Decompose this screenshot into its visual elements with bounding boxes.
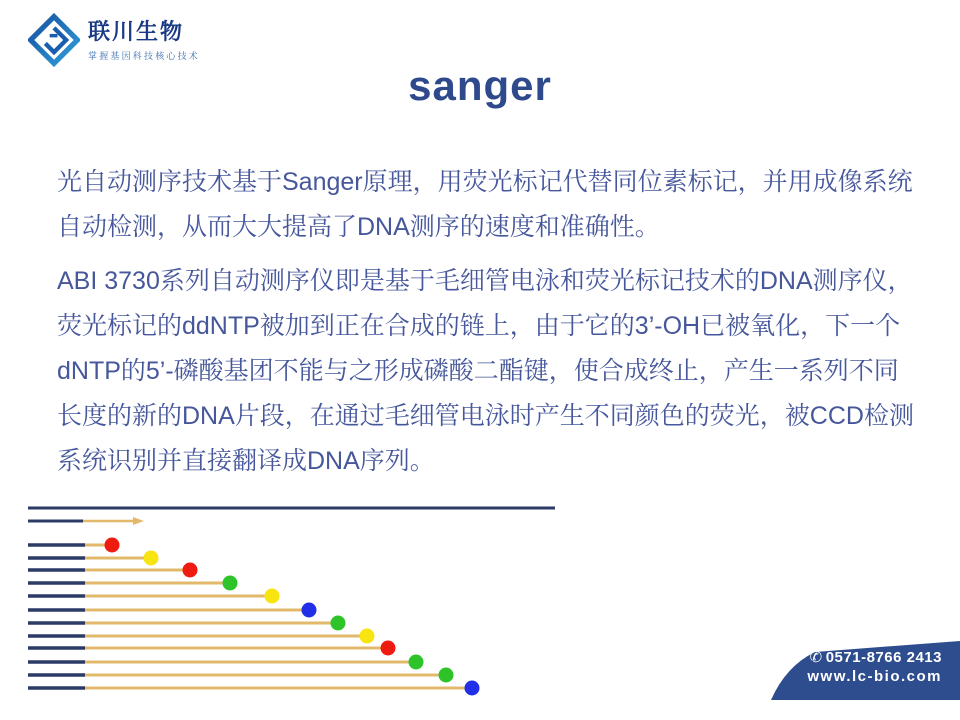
terminator-dye-dot [302,603,317,618]
terminator-dye-dot [439,668,454,683]
terminator-dye-dot [360,629,375,644]
phone-icon: ✆ [809,649,823,666]
body-line: ABI 3730系列自动测序仪即是基于毛细管电泳和荧光标记技术的DNA测序仪， [57,267,913,295]
body-line: dNTP的5’-磷酸基团不能与之形成磷酸二酯键，使合成终止，产生一系列不同 [57,357,899,385]
company-name: 联川生物 [88,18,185,44]
terminator-dye-dot [105,538,120,553]
terminator-dye-dot [144,551,159,566]
body-line: 光自动测序技术基于Sanger原理，用荧光标记代替同位素标记，并用成像系统 [57,168,913,196]
phone-line [760,648,942,667]
terminator-dye-dot [223,576,238,591]
company-logo [28,12,200,68]
terminator-dye-dot [265,589,280,604]
website-url: www.lc-bio.com [807,668,942,685]
terminator-dye-dot [331,616,346,631]
body-line: 荧光标记的ddNTP被加到正在合成的链上，由于它的3’-OH已被氧化，下一个 [57,312,901,340]
phone-number: 0571-8766 2413 [825,649,942,666]
terminator-dye-dot [409,655,424,670]
sanger-diagram-svg [20,498,565,708]
primer-arrowhead [133,517,144,525]
contact-block [760,648,942,686]
terminator-dye-dot [465,681,480,696]
body-text-block [57,160,917,484]
page-title: sanger [408,62,552,109]
body-line: 自动检测，从而大大提高了DNA测序的速度和准确性。 [57,213,660,241]
terminator-dye-dot [381,641,396,656]
lc-bio-diamond-icon [28,12,80,68]
terminator-dye-dot [183,563,198,578]
body-line: 系统识别并直接翻译成DNA序列。 [57,447,435,475]
company-tagline: 掌握基因科技核心技术 [88,50,201,61]
body-line: 长度的新的DNA片段，在通过毛细管电泳时产生不同颜色的荧光，被CCD检测 [57,402,914,430]
